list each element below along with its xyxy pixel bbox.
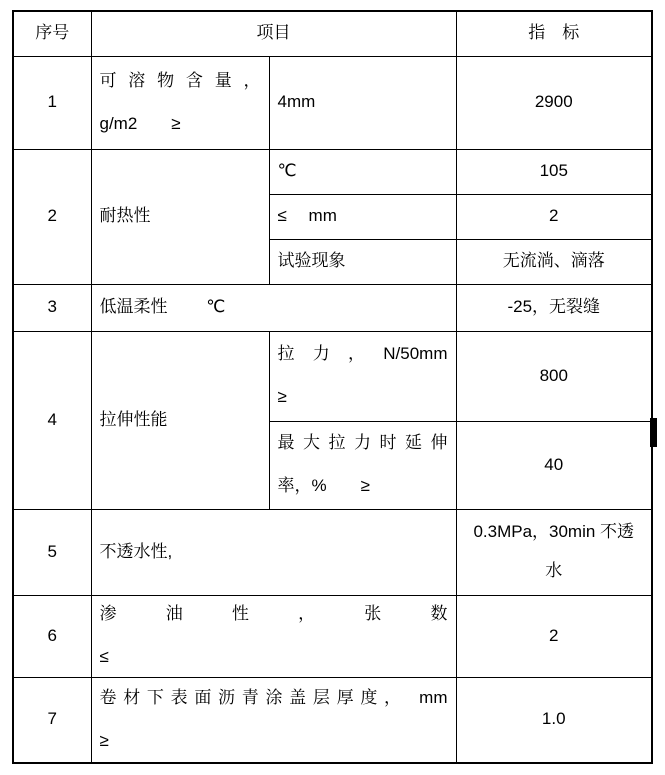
cell-r1-no: 1	[13, 56, 91, 149]
cell-r6-item-line2: ≤	[99, 647, 109, 666]
cell-r7-value: 1.0	[456, 677, 652, 763]
table-row-3	[13, 284, 652, 331]
table-row-5	[13, 509, 652, 595]
table-row-2a	[13, 149, 652, 194]
cell-r7-item	[91, 677, 456, 763]
cell-r3-item: 低温柔性 ℃	[91, 284, 456, 331]
table-row-1	[13, 56, 652, 149]
cell-r4-sub1-lines	[278, 343, 448, 409]
cell-r4-sub2-line1: 最 大 拉 力 时 延 伸	[277, 433, 448, 453]
cell-r5-value-lines	[465, 521, 644, 583]
cell-r2-sub2-value: 2	[456, 194, 652, 239]
header-cell-item: 项目	[91, 11, 456, 56]
cell-r2-sub1-value: 105	[456, 149, 652, 194]
header-row	[13, 11, 652, 56]
cell-r7-item-line2: ≥	[99, 730, 109, 750]
cell-r6-no: 6	[13, 595, 91, 677]
cell-r3-value: -25，无裂缝	[456, 284, 652, 331]
cell-r4-sub1-condition	[269, 331, 456, 421]
cell-r5-value	[456, 509, 652, 595]
cell-r4-sub2-lines	[278, 432, 448, 498]
cell-r1-value: 2900	[456, 56, 652, 149]
cell-r2-sub2-condition: ≤ mm	[269, 194, 456, 239]
cell-r2-sub1-condition: ℃	[269, 149, 456, 194]
cell-r1-item	[91, 56, 269, 149]
cell-r2-item: 耐热性	[91, 149, 269, 284]
table-row-6	[13, 595, 652, 677]
cell-r4-sub2-condition	[269, 421, 456, 509]
cell-r4-sub1-line2: ≥	[277, 387, 287, 406]
cell-r5-value-line2: 水	[545, 561, 563, 580]
cell-r1-item-line2: g/m2 ≥	[99, 113, 181, 133]
cell-r4-sub1-value: 800	[456, 331, 652, 421]
cell-r2-no: 2	[13, 149, 91, 284]
cell-r1-item-lines	[100, 70, 261, 136]
cell-r6-item-lines	[100, 603, 448, 669]
cell-r5-value-line1: 0.3MPa，30min 不透	[473, 522, 635, 542]
cell-r6-value: 2	[456, 595, 652, 677]
cell-r7-item-line1: 卷材下表面沥青涂盖层厚度， mm	[99, 687, 448, 707]
header-cell-index: 指 标	[456, 11, 652, 56]
spec-table	[12, 10, 653, 764]
cell-r4-item: 拉伸性能	[91, 331, 269, 509]
cell-r7-item-lines	[100, 687, 448, 753]
header-cell-no: 序号	[13, 11, 91, 56]
cell-r4-no: 4	[13, 331, 91, 509]
cell-r4-sub2-line2: 率，% ≥	[277, 476, 370, 495]
cell-r2-sub3-value: 无流淌、滴落	[456, 239, 652, 284]
table-row-7	[13, 677, 652, 763]
cell-r1-item-line1: 可 溶 物 含 量 ，	[99, 70, 261, 90]
cell-r2-sub3-condition: 试验现象	[269, 239, 456, 284]
cell-r6-item-line1: 渗 油 性 ， 张 数	[99, 604, 448, 624]
cell-r5-no: 5	[13, 509, 91, 595]
cell-r7-no: 7	[13, 677, 91, 763]
cell-r5-item: 不透水性,	[91, 509, 456, 595]
cell-r4-sub2-value: 40	[456, 421, 652, 509]
cell-r1-condition: 4mm	[269, 56, 456, 149]
cell-r6-item	[91, 595, 456, 677]
cell-r3-no: 3	[13, 284, 91, 331]
table-row-4a	[13, 331, 652, 421]
cell-r4-sub1-line1: 拉 力 ， N/50mm	[277, 344, 448, 364]
border-marker	[650, 418, 657, 447]
